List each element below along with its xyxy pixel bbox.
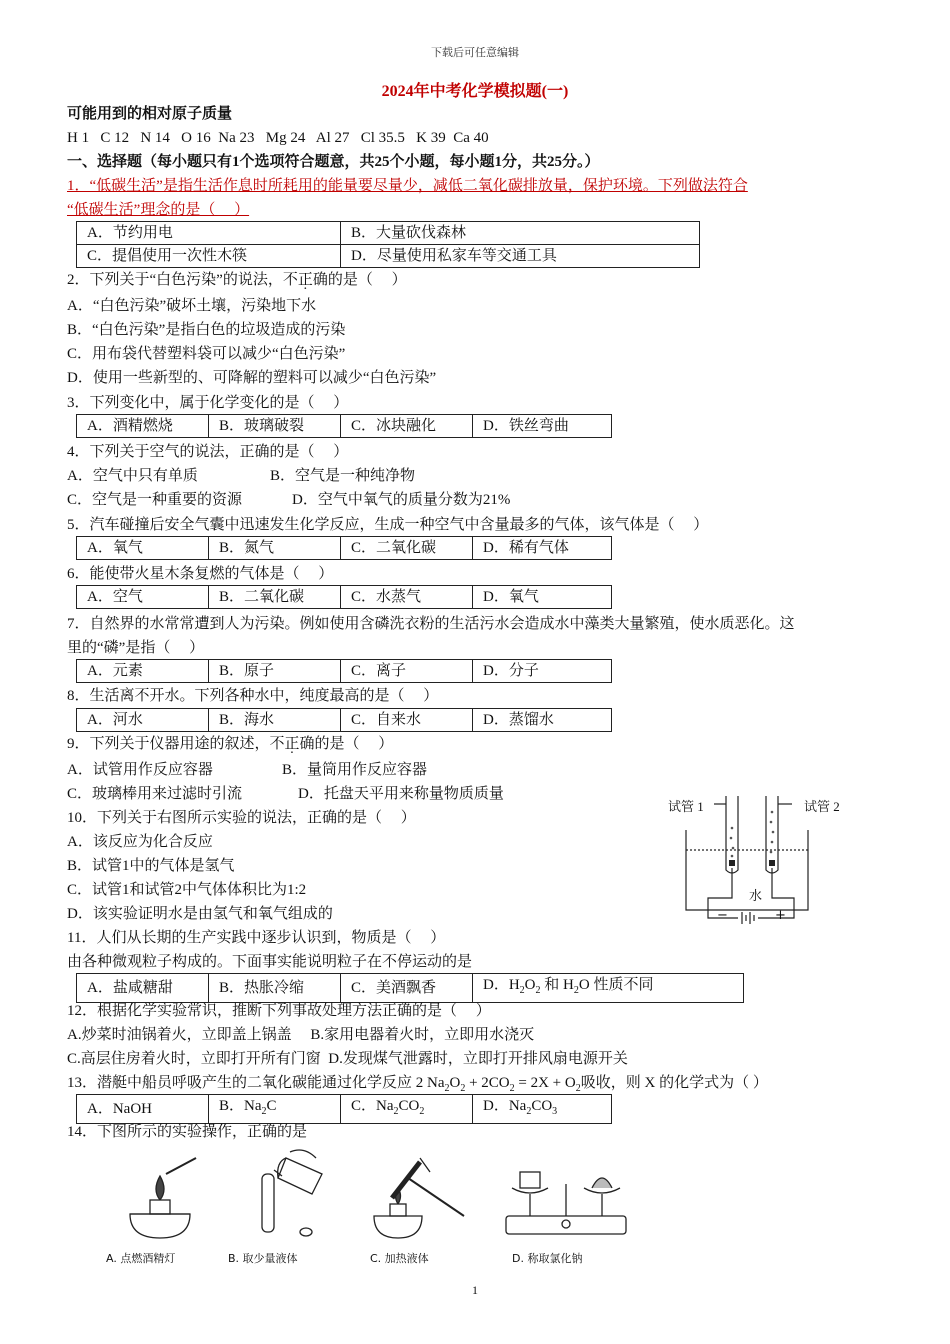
q2-option-b[interactable]: B．“白色污染”是指白色的垃圾造成的污染	[67, 322, 346, 338]
q1-stem-line1: 1．“低碳生活”是指生活作息时所耗用的能量要尽量少，减低二氧化碳排放量，保护环境。下列做法符合	[67, 178, 748, 194]
page-number: 1	[472, 1283, 478, 1297]
q6-option-c[interactable]: C．水蒸气	[341, 586, 473, 609]
q5-option-c[interactable]: C．二氧化碳	[341, 537, 473, 560]
q4-stem: 4．下列关于空气的说法，正确的是（ ）	[67, 444, 349, 460]
q14-caption-b: B. 取少量液体	[228, 1252, 298, 1265]
q8-options-table	[76, 708, 612, 732]
q14-caption-a: A. 点燃酒精灯	[106, 1252, 176, 1265]
q11-option-b[interactable]: B．热胀冷缩	[209, 974, 341, 1003]
q7-option-a[interactable]: A．元素	[77, 660, 209, 683]
page-header: 下载后可任意编辑	[431, 47, 519, 59]
water-label: 水	[749, 888, 763, 903]
q9-stem-text: 9．下列关于仪器用途的叙述，	[67, 736, 270, 752]
q11-option-a[interactable]: A．盐咸糖甜	[77, 974, 209, 1003]
section-heading: 一、选择题（每小题只有1个选项符合题意，共25个小题，每小题1分，共25分。）	[67, 154, 600, 170]
electrode-2	[769, 860, 775, 866]
tube2-label: 试管 2	[804, 799, 840, 814]
q6-options-table	[76, 585, 612, 609]
q11-stem-line2: 由各种微观粒子构成的。下面事实能说明粒子在不停运动的是	[67, 954, 473, 970]
q14-caption-c: C. 加热液体	[370, 1252, 429, 1265]
q4-option-a[interactable]: A．空气中只有单质	[67, 468, 198, 484]
q1-options-table	[76, 221, 700, 268]
q14-stem: 14．下图所示的实验操作，正确的是	[67, 1124, 308, 1140]
q9-stem-end: 的是（ ）	[314, 736, 394, 752]
q10-option-b[interactable]: B．试管1中的气体是氢气	[67, 858, 235, 874]
q13-option-a[interactable]: A．NaOH	[77, 1095, 209, 1124]
q9-option-b[interactable]: B．量筒用作反应容器	[282, 762, 428, 778]
q3-option-c[interactable]: C．冰块融化	[341, 415, 473, 438]
q11-option-c[interactable]: C．美酒飘香	[341, 974, 473, 1003]
q7-option-c[interactable]: C．离子	[341, 660, 473, 683]
q12-options-ab[interactable]: A.炒菜时油锅着火，立即盖上锅盖 B.家用电器着火时，立即用水浇灭	[67, 1027, 535, 1043]
q4-option-b[interactable]: B．空气是一种纯净物	[270, 468, 416, 484]
q1-option-c[interactable]: C．提倡使用一次性木筷	[77, 245, 341, 268]
q3-option-a[interactable]: A．酒精燃烧	[77, 415, 209, 438]
tube1-label: 试管 1	[668, 799, 704, 814]
q1-option-b[interactable]: B．大量砍伐森林	[341, 222, 700, 245]
q12-stem: 12．根据化学实验常识，推断下列事故处理方法正确的是（ ）	[67, 1003, 491, 1019]
q2-option-a[interactable]: A．“白色污染”破坏土壤，污染地下水	[67, 298, 317, 314]
q10-option-c[interactable]: C．试管1和试管2中气体体积比为1:2	[67, 882, 307, 898]
q4-option-d[interactable]: D．空气中氧气的质量分数为21%	[292, 492, 511, 508]
q6-stem: 6．能使带火星木条复燃的气体是（ ）	[67, 566, 334, 582]
q5-option-d[interactable]: D．稀有气体	[473, 537, 612, 560]
liquid-sampling-figure	[246, 1144, 336, 1244]
weighing-salt-figure	[496, 1154, 636, 1244]
q7-option-d[interactable]: D．分子	[473, 660, 612, 683]
q2-option-d[interactable]: D．使用一些新型的、可降解的塑料可以减少“白色污染”	[67, 370, 437, 386]
exam-title: 2024年中考化学模拟题(一)	[381, 83, 569, 100]
q9-option-a[interactable]: A．试管用作反应容器	[67, 762, 213, 778]
positive-terminal-label: +	[775, 908, 786, 923]
q9-option-d[interactable]: D．托盘天平用来称量物质质量	[298, 786, 504, 802]
q5-option-b[interactable]: B．氮气	[209, 537, 341, 560]
q13-options-table	[76, 1094, 612, 1124]
q1-option-d[interactable]: D．尽量使用私家车等交通工具	[341, 245, 700, 268]
q1-option-a[interactable]: A．节约用电	[77, 222, 341, 245]
q2-stem	[67, 270, 407, 290]
q7-stem-line2: 里的“磷”是指（ ）	[67, 640, 205, 656]
q9-emphasis: 不正确	[269, 736, 315, 752]
q8-option-a[interactable]: A．河水	[77, 709, 209, 732]
q2-option-c[interactable]: C．用布袋代替塑料袋可以减少“白色污染”	[67, 346, 346, 362]
q1-stem-line2: “低碳生活”理念的是（ ）	[67, 202, 250, 218]
q3-option-b[interactable]: B．玻璃破裂	[209, 415, 341, 438]
q8-option-b[interactable]: B．海水	[209, 709, 341, 732]
q11-options-table	[76, 973, 744, 1003]
q5-stem: 5．汽车碰撞后安全气囊中迅速发生化学反应，生成一种空气中含量最多的气体，该气体是（ ）	[67, 517, 709, 533]
q3-option-d[interactable]: D．铁丝弯曲	[473, 415, 612, 438]
q13-stem: 13．潜艇中船员呼吸产生的二氧化碳能通过化学反应 2 $Na_2O_2 + 2CO_2 = 2X + O_2$吸收，则 X 的化学式为（ ）	[67, 1075, 768, 1094]
q13-option-c[interactable]: C．$Na_2CO_2$	[341, 1095, 473, 1124]
electrode-1	[729, 860, 735, 866]
q11-option-d[interactable]: D．$H_2O_2$ 和 $H_2O$ 性质不同	[473, 974, 744, 1003]
q6-option-b[interactable]: B．二氧化碳	[209, 586, 341, 609]
q2-stem-text: 2．下列关于“白色污染”的说法，	[67, 272, 283, 288]
q7-option-b[interactable]: B．原子	[209, 660, 341, 683]
q9-stem	[67, 734, 393, 754]
q5-options-table	[76, 536, 612, 560]
q6-option-a[interactable]: A．空气	[77, 586, 209, 609]
q8-option-d[interactable]: D．蒸馏水	[473, 709, 612, 732]
q10-stem: 10．下列关于右图所示实验的说法，正确的是（ ）	[67, 810, 416, 826]
alcohol-lamp-lighting-figure	[120, 1154, 200, 1244]
q4-option-c[interactable]: C．空气是一种重要的资源	[67, 492, 243, 508]
q13-option-b[interactable]: B．$Na_2C$	[209, 1095, 341, 1124]
q11-stem-line1: 11．人们从长期的生产实践中逐步认识到，物质是（ ）	[67, 930, 446, 946]
q10-option-d[interactable]: D．该实验证明水是由氢气和氧气组成的	[67, 906, 333, 922]
q2-emphasis: 不正确	[282, 272, 328, 288]
q7-options-table	[76, 659, 612, 683]
q6-option-d[interactable]: D．氧气	[473, 586, 612, 609]
atomic-mass-heading: 可能用到的相对原子质量	[67, 106, 233, 122]
q5-option-a[interactable]: A．氧气	[77, 537, 209, 560]
q14-caption-d: D. 称取氯化钠	[512, 1252, 583, 1265]
q3-options-table	[76, 414, 612, 438]
q9-option-c[interactable]: C．玻璃棒用来过滤时引流	[67, 786, 243, 802]
liquid-heating-figure	[368, 1154, 478, 1244]
q12-options-cd[interactable]: C.高层住房着火时，立即打开所有门窗 D.发现煤气泄露时，立即打开排风扇电源开关	[67, 1051, 628, 1067]
q2-stem-end: 的是（ ）	[327, 272, 407, 288]
negative-terminal-label: −	[717, 908, 728, 923]
q13-option-d[interactable]: D．$Na_2CO_3$	[473, 1095, 612, 1124]
q7-stem-line1: 7．自然界的水常常遭到人为污染。例如使用含磷洗衣粉的生活污水会造成水中藻类大量繁殖，使水质恶化。这	[67, 616, 795, 632]
atomic-mass-list: H 1 C 12 N 14 O 16 Na 23 Mg 24 Al 27 Cl 35.5 K 39 Ca 40	[67, 130, 489, 146]
q10-option-a[interactable]: A．该反应为化合反应	[67, 834, 213, 850]
q8-option-c[interactable]: C．自来水	[341, 709, 473, 732]
q8-stem: 8．生活离不开水。下列各种水中，纯度最高的是（ ）	[67, 688, 439, 704]
q3-stem: 3．下列变化中，属于化学变化的是（ ）	[67, 395, 349, 411]
